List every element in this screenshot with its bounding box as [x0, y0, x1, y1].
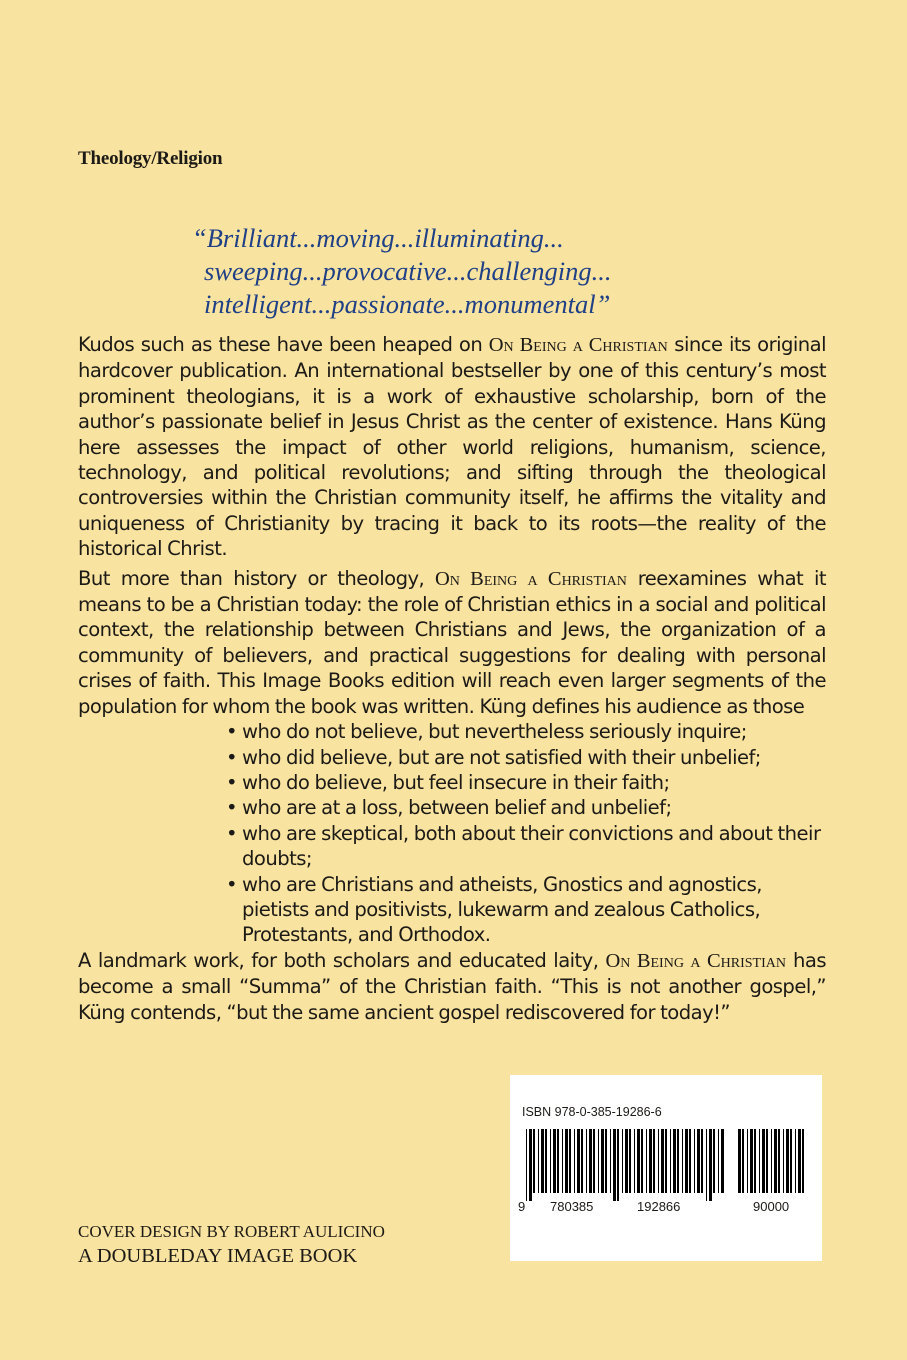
barcode-bar [798, 1129, 801, 1193]
barcode-digits-left: 780385 [550, 1199, 594, 1214]
credits [78, 1222, 385, 1268]
barcode-bar [774, 1129, 777, 1193]
barcode-bar [553, 1129, 556, 1193]
barcode-bar [754, 1129, 756, 1193]
barcode-bar [605, 1129, 607, 1193]
barcode-bar [545, 1129, 547, 1193]
barcode-bar [598, 1129, 599, 1193]
list-item: • who are Christians and atheists, Gnostics and agnostics, pietists and positivists, lukewarm and zealous Catholics, Protestants, and Orthodox. [226, 872, 826, 948]
barcode-bar [795, 1129, 796, 1193]
barcode-bar [786, 1129, 789, 1193]
barcode-bar [613, 1129, 616, 1201]
quote-line: “Brilliant...moving...illuminating... [192, 223, 564, 253]
book-title: On Being a Christian [435, 567, 627, 590]
barcode-bar [577, 1129, 580, 1193]
paragraph-intro: Kudos such as these have been heaped on On Being a Christian since its original hardcover publication. An international bestseller by one of this century’s most prominent theologians, it is a work of exhaustive scholarship, born of the author’s passionate belief in Jesus Christ as the center of existence. Hans Küng here assesses the impact of other world religions, humanism, science, technology, and political revolutions; and sifting through the theological controversies within the Christian community itself, he affirms the vitality and uniqueness of Christianity by tracing it back to its roots—the reality of the historical Christ. [78, 333, 826, 561]
barcode-bar [634, 1129, 635, 1193]
barcode-bar [766, 1129, 768, 1193]
barcode-bar [709, 1129, 712, 1201]
barcode-bar [778, 1129, 780, 1193]
barcode-digits-right: 192866 [637, 1199, 681, 1214]
barcode-bar [622, 1129, 623, 1193]
barcode-bar [562, 1129, 563, 1193]
barcode-bar [759, 1129, 760, 1193]
list-item: • who do believe, but feel insecure in their faith; [226, 770, 826, 795]
barcode-bar [610, 1129, 611, 1193]
barcode-bar [694, 1129, 695, 1193]
barcode-bar [783, 1129, 784, 1193]
barcode-bar [538, 1129, 539, 1193]
barcode-bar [565, 1129, 568, 1193]
barcode-bar [550, 1129, 551, 1193]
book-title: On Being a Christian [605, 949, 786, 972]
barcode-bar [658, 1129, 659, 1193]
paragraph-meaning: But more than history or theology, On Being a Christian reexamines what it means to be a Christian today: the role of Christian ethics in a social and political context, the relationship between Christians and Jews, the organization of a community of believers, and practical suggestions for dealing with personal crises of faith. This Image Books edition will reach even larger segments of the population for whom the book was written. Küng defines his audience as those [78, 566, 826, 718]
barcode-bar [569, 1129, 571, 1193]
barcode-bar [581, 1129, 583, 1193]
barcode-bar [677, 1129, 679, 1193]
barcode-price-code: 90000 [753, 1199, 790, 1214]
barcode-bar [747, 1129, 748, 1193]
category-label: Theology/Religion [78, 148, 223, 169]
barcode-bar [649, 1129, 652, 1193]
list-item: • who did believe, but are not satisfied with their unbelief; [226, 745, 826, 770]
barcode-bar [685, 1129, 688, 1193]
barcode-bar [653, 1129, 655, 1193]
description-body [78, 332, 826, 1025]
barcode-bar [533, 1129, 535, 1193]
barcode-bar [586, 1129, 587, 1193]
barcode-bar [541, 1129, 544, 1193]
audience-list [78, 719, 826, 948]
barcode-bar [589, 1129, 592, 1193]
barcode-bar [697, 1129, 700, 1193]
barcode-bar [701, 1129, 703, 1193]
barcode-bar [529, 1129, 532, 1201]
barcode-bar [670, 1129, 671, 1193]
barcode-bar [665, 1129, 667, 1193]
barcode-panel [510, 1075, 822, 1261]
barcode-bar [617, 1129, 619, 1201]
barcode-bar [738, 1129, 741, 1193]
book-title: On Being a Christian [488, 334, 668, 356]
barcode-bar [713, 1129, 715, 1193]
barcode-bar [625, 1129, 628, 1193]
imprint-label: A DOUBLEDAY IMAGE BOOK [78, 1245, 358, 1267]
barcode-bar [641, 1129, 643, 1193]
barcode-bar [673, 1129, 676, 1193]
review-quote [192, 222, 792, 321]
barcode-bar [689, 1129, 691, 1193]
barcode-bar [742, 1129, 744, 1193]
barcode-bar [718, 1129, 719, 1193]
barcode-digit-prefix: 9 [518, 1199, 526, 1214]
barcode-bar [762, 1129, 765, 1193]
barcode-bar [802, 1129, 804, 1193]
quote-line: sweeping...provocative...challenging... [204, 256, 612, 286]
barcode-bar [593, 1129, 595, 1193]
quote-line: intelligent...passionate...monumental” [204, 289, 611, 319]
barcode-bar [682, 1129, 683, 1193]
barcode-bar [721, 1129, 724, 1193]
barcode-icon [522, 1125, 812, 1245]
barcode-bar [771, 1129, 772, 1193]
barcode-bar [629, 1129, 631, 1193]
barcode-bar [646, 1129, 647, 1193]
paragraph-landmark: A landmark work, for both scholars and educated laity, On Being a Christian has become a small “Summa” of the Christian faith. “This is not another gospel,” Küng contends, “but the same ancient gospel rediscovered for today!” [78, 948, 826, 1024]
barcode-bar [601, 1129, 604, 1193]
list-item: • who do not believe, but nevertheless seriously inquire; [226, 719, 826, 744]
barcode-bar [661, 1129, 664, 1193]
barcode-bar [790, 1129, 792, 1193]
barcode-bar [574, 1129, 575, 1193]
list-item: • who are at a loss, between belief and unbelief; [226, 795, 826, 820]
barcode-bar [637, 1129, 640, 1193]
barcode-bar [526, 1129, 527, 1201]
isbn-label: ISBN 978-0-385-19286-6 [522, 1105, 662, 1119]
barcode-bar [750, 1129, 753, 1193]
cover-design-credit: COVER DESIGN BY ROBERT AULICINO [78, 1222, 385, 1241]
barcode-bar [706, 1129, 707, 1201]
list-item: • who are skeptical, both about their convictions and about their doubts; [226, 821, 826, 872]
barcode-bar [557, 1129, 559, 1193]
